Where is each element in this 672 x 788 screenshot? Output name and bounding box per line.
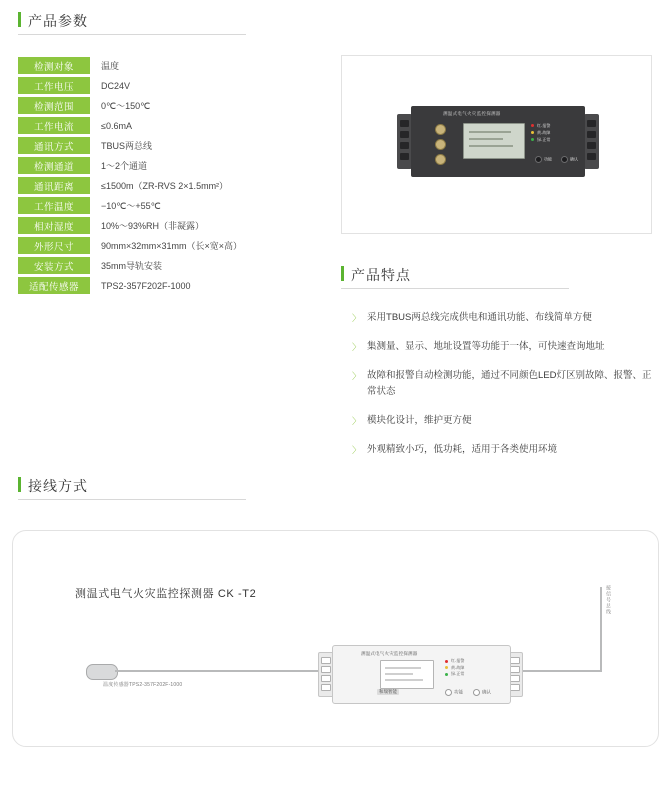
led-indicator-alarm-icon	[445, 660, 448, 663]
led-legend-label: 绿-正常	[537, 137, 551, 142]
led-legend-label: 黄-故障	[451, 664, 465, 670]
table-row	[18, 237, 242, 254]
led-legend-label: 红-报警	[537, 123, 551, 128]
param-key: 检测对象	[18, 57, 90, 74]
feature-text: 故障和报警自动检测功能，通过不同颜色LED灯区别故障、报警、正常状态	[367, 370, 652, 397]
led-legend-label: 红-报警	[451, 658, 465, 663]
section-title-parameters: 产品参数	[28, 13, 88, 29]
wiring-device-body	[332, 645, 511, 704]
list-item	[352, 442, 657, 458]
param-value: DC24V	[101, 80, 131, 91]
chevron-right-icon: 〉	[352, 342, 362, 352]
function-button-icon	[445, 689, 452, 696]
param-key: 检测范围	[18, 97, 90, 114]
device-confirm-button[interactable]	[561, 156, 578, 163]
param-value: ≤0.6mA	[101, 120, 132, 131]
led-legend-label: 黄-故障	[537, 130, 551, 135]
param-value: ≤1500m（ZR-RVS 2×1.5mm²）	[101, 181, 229, 191]
device-left-terminal-block	[397, 114, 412, 169]
table-row	[18, 117, 242, 134]
wiring-diagram-caption: 测温式电气火灾监控探测器 CK -T2	[75, 588, 257, 600]
heading-rule-parameters	[18, 34, 246, 35]
brand-logo: 和瑞智能	[379, 689, 397, 694]
device-knob	[435, 124, 446, 135]
led-indicator-fault-icon	[531, 131, 534, 134]
param-value: 0℃～150℃	[101, 101, 151, 111]
sensor-model-label: 温度传感器TPS2-357F202F-1000	[103, 682, 183, 688]
device-body	[411, 106, 585, 177]
chevron-right-icon: 〉	[352, 313, 362, 323]
param-value: 90mm×32mm×31mm（长×宽×高）	[101, 241, 243, 251]
param-value: TBUS两总线	[101, 141, 153, 151]
temperature-sensor-probe	[86, 664, 118, 680]
param-key: 工作电流	[18, 117, 90, 134]
feature-text: 外观精致小巧，低功耗，适用于各类使用环境	[367, 444, 558, 455]
feature-text: 模块化设计，维护更方便	[367, 415, 472, 426]
feature-text: 集测量、显示、地址设置等功能于一体，可快速查询地址	[367, 341, 605, 352]
table-row	[18, 197, 242, 214]
wiring-function-label: 功能	[454, 689, 463, 695]
device-function-button[interactable]	[535, 156, 552, 163]
device-knob	[435, 154, 446, 165]
device-display	[463, 123, 525, 159]
param-value: 1～2个通道	[101, 161, 148, 171]
param-key: 工作温度	[18, 197, 90, 214]
table-row	[18, 177, 242, 194]
feature-text: 采用TBUS两总线完成供电和通讯功能、布线简单方便	[367, 312, 592, 323]
led-indicator-normal-icon	[531, 138, 534, 141]
param-key: 安装方式	[18, 257, 90, 274]
list-item	[352, 368, 657, 400]
bus-lead-wire-vertical	[600, 587, 602, 672]
table-row	[18, 77, 242, 94]
led-indicator-normal-icon	[445, 673, 448, 676]
list-item	[352, 413, 657, 429]
bus-connection-label: 接信号总线	[605, 585, 611, 615]
wiring-confirm-label: 确认	[482, 689, 491, 695]
param-key: 相对湿度	[18, 217, 90, 234]
bus-lead-wire-horizontal	[518, 670, 602, 672]
param-value: TPS2-357F202F-1000	[101, 280, 191, 291]
table-row	[18, 257, 242, 274]
param-value: 35mm导轨安装	[101, 261, 163, 271]
device-right-terminal-block	[584, 114, 599, 169]
confirm-button-icon	[473, 689, 480, 696]
led-legend-item	[531, 129, 550, 136]
led-legend-item	[531, 136, 550, 143]
table-row	[18, 157, 242, 174]
param-key: 检测通道	[18, 157, 90, 174]
device-button-row	[535, 156, 578, 163]
device-name-label: 测温式电气火灾监控探测器	[443, 111, 501, 116]
product-device-illustration	[397, 106, 599, 177]
device-function-label: 功能	[544, 156, 552, 162]
sensor-lead-wire	[115, 670, 320, 672]
list-item	[352, 339, 657, 355]
wiring-device-illustration	[318, 645, 523, 702]
wiring-function-button[interactable]	[445, 689, 463, 696]
section-heading-wiring	[18, 477, 88, 494]
chevron-right-icon: 〉	[352, 445, 362, 455]
section-heading-parameters	[18, 12, 88, 29]
wiring-confirm-button[interactable]	[473, 689, 491, 696]
led-legend-item	[445, 671, 464, 678]
parameter-table-body	[18, 57, 242, 294]
led-legend-item	[531, 122, 550, 129]
heading-accent-bar	[18, 12, 21, 27]
param-value: 10%～93%RH（非凝露）	[101, 221, 205, 231]
heading-rule-wiring	[18, 499, 246, 500]
chevron-right-icon: 〉	[352, 416, 362, 426]
parameter-table	[18, 54, 242, 297]
wiring-device-display	[380, 660, 434, 689]
param-key: 适配传感器	[18, 277, 90, 294]
section-heading-features	[341, 266, 411, 283]
section-title-wiring: 接线方式	[28, 478, 88, 494]
param-value: 温度	[101, 61, 120, 71]
heading-accent-bar	[18, 477, 21, 492]
led-indicator-fault-icon	[445, 666, 448, 669]
heading-rule-features	[341, 288, 569, 289]
led-legend-label: 绿-正常	[451, 671, 465, 676]
wiring-led-legend	[445, 658, 464, 678]
device-led-legend	[531, 122, 550, 143]
heading-accent-bar	[341, 266, 344, 281]
chevron-right-icon: 〉	[352, 371, 362, 381]
confirm-button-icon	[561, 156, 568, 163]
features-list	[352, 310, 657, 471]
table-row	[18, 217, 242, 234]
function-button-icon	[535, 156, 542, 163]
wiring-device-name-label: 测温式电气火灾监控探测器	[361, 651, 418, 656]
table-row	[18, 97, 242, 114]
device-confirm-label: 确认	[570, 156, 578, 162]
product-photo-frame	[341, 55, 652, 234]
table-row	[18, 57, 242, 74]
table-row	[18, 277, 242, 294]
led-indicator-alarm-icon	[531, 124, 534, 127]
list-item	[352, 310, 657, 326]
param-key: 通讯方式	[18, 137, 90, 154]
wiring-button-row	[445, 689, 491, 696]
section-title-features: 产品特点	[351, 267, 411, 283]
wiring-diagram-panel	[12, 530, 659, 747]
table-row	[18, 137, 242, 154]
param-key: 工作电压	[18, 77, 90, 94]
param-key: 外形尺寸	[18, 237, 90, 254]
param-value: −10℃～+55℃	[101, 201, 161, 211]
param-key: 通讯距离	[18, 177, 90, 194]
device-knob	[435, 139, 446, 150]
